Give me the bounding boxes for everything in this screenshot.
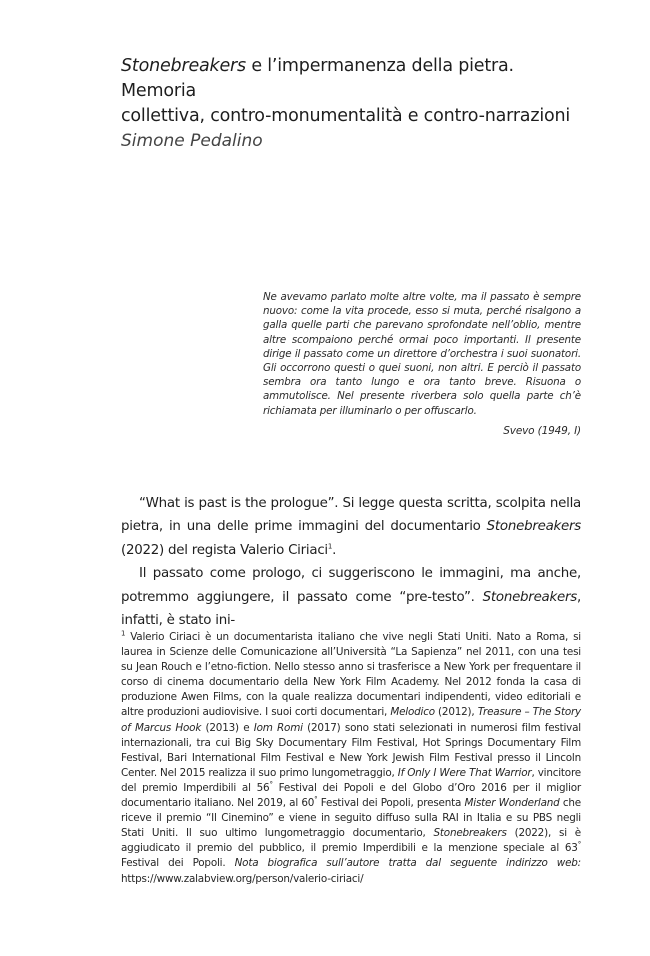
title-italic-film: Stonebreakers xyxy=(121,56,246,76)
fn-film-title: Mister Wonderland xyxy=(464,797,560,810)
body-text xyxy=(121,492,581,632)
p2-text-b: , infatti, è stato ini- xyxy=(121,589,581,629)
footnote-reference[interactable]: 1 xyxy=(327,542,333,551)
fn-ordinal-mark: ° xyxy=(577,840,581,849)
footnote-mark: 1 xyxy=(121,629,126,638)
epigraph xyxy=(263,290,581,438)
article-title xyxy=(121,54,581,129)
epigraph-citation: Svevo (1949, I) xyxy=(503,424,581,437)
fn-text: Festival dei Popoli, presenta xyxy=(317,797,465,810)
fn-ordinal-mark: ° xyxy=(314,795,318,804)
fn-text: Valerio Ciriaci è un documentarista italiano che vive negli Stati Uniti. Nato a Roma, si laurea in Scienze delle Comunicazione all’Università “La Sapienza” nel 2011, con una tesi su Jean Rouch e l’etno-fiction. Nello stesso anno si trasferisce a New York per frequentare il corso di cinema documentario della New York Film Academy. Nel 2012 fonda la casa di produzione Awen Films, con la quale realizza documentari indipendenti, video editoriali e altre produzioni audiovisive. I suoi corti documentari, xyxy=(121,631,581,719)
footnote xyxy=(121,630,581,887)
fn-source-url[interactable]: https://www.zalabview.org/person/valerio-ciriaci/ xyxy=(121,872,364,885)
p1-text-end: . xyxy=(332,542,337,558)
fn-text: (2022), si è aggiudicato il premio del pubblico, il premio Imperdibili e la menzione speciale al 63 xyxy=(121,827,581,855)
fn-text: (2017) sono stati selezionati in numerosi film festival internazionali, tra cui Big Sky Documentary Film Festival, Hot Springs Documentary Film Festival, Bari International Film Festival e New York Jewish Film Festival presso il Lincoln Center. Nel 2015 realizza il suo primo lungometraggio, xyxy=(121,721,581,779)
fn-text: , vincitore del premio Imperdibili al 56 xyxy=(121,766,581,794)
paragraph-2 xyxy=(121,562,581,632)
article-header xyxy=(121,54,581,154)
title-text-part1: e l’impermanenza della pietra. Memoria xyxy=(121,56,514,101)
fn-text: Festival dei Popoli e del Globo d’Oro 2016 per il miglior documentario italiano. Nel 2019, al 60 xyxy=(121,781,581,810)
paragraph-1 xyxy=(121,492,581,562)
p1-film-title: Stonebreakers xyxy=(486,519,581,535)
fn-source-note: Nota biografica sull’autore tratta dal seguente indirizzo web: xyxy=(234,857,581,870)
footnote-1 xyxy=(121,630,581,887)
title-text-part2: collettiva, contro-monumentalità e contro-narrazioni xyxy=(121,106,571,126)
fn-film-title: Treasure – The Story of Marcus Hook xyxy=(121,706,581,734)
fn-text: Festival dei Popoli. xyxy=(121,857,235,870)
fn-film-title: If Only I Were That Warrior xyxy=(397,766,532,779)
fn-film-title: Iom Romi xyxy=(253,721,303,734)
p2-film-title: Stonebreakers xyxy=(482,589,577,605)
fn-text: (2012), xyxy=(434,706,478,719)
fn-film-title: Stonebreakers xyxy=(433,827,507,840)
fn-text: che riceve il premio “Il Cinemino” e viene in seguito diffuso sulla RAI in Italia e su PBS negli Stati Uniti. Il suo ultimo lungometraggio documentario, xyxy=(121,797,581,840)
fn-film-title: Melodico xyxy=(390,706,435,719)
author-name: Simone Pedalino xyxy=(121,131,263,151)
p2-text-a: Il passato come prologo, ci suggeriscono le immagini, ma anche, potremmo aggiungere, il passato come “pre-testo”. xyxy=(121,566,581,605)
p1-text-a: “What is past is the prologue”. Si legge questa scritta, scolpita nella pietra, in una delle prime immagini del documentario xyxy=(121,496,581,535)
fn-ordinal-mark: ° xyxy=(269,780,273,789)
p1-text-b: (2022) del regista Valerio Ciriaci xyxy=(121,542,328,558)
fn-text: (2013) e xyxy=(201,721,254,734)
epigraph-text: Ne avevamo parlato molte altre volte, ma il passato è sempre nuovo: come la vita procede, esso si muta, perché risalgono a galla quelle parti che parevano sprofondate nell’oblio, mentre altre scompaiono perché ormai poco importanti. Il presente dirige il passato come un direttore d’orchestra i suoi suonatori. Gli occorrono questi o quei suoni, non altri. E perciò il passato sembra ora tanto lungo e ora tanto breve. Risuona o ammutolisce. Nel presente riverbera solo quella parte ch’è richiamata per illuminarlo o per offuscarlo. xyxy=(263,291,581,417)
